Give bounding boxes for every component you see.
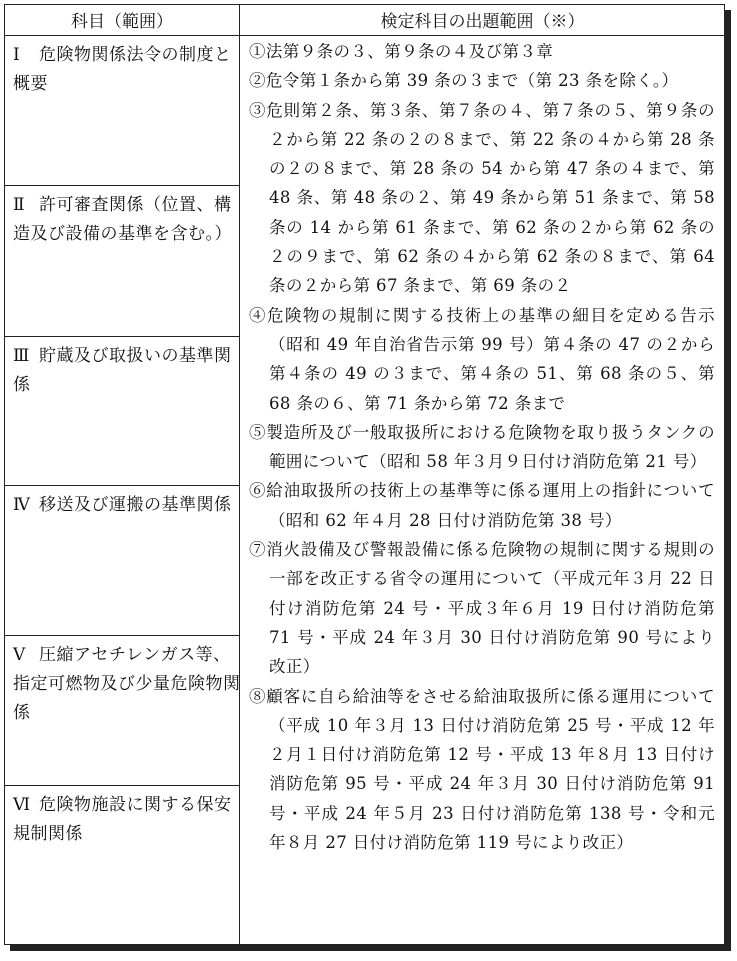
- subject-text: 貯蔵及び取扱いの基準関係: [13, 346, 232, 395]
- subject-number: Ⅵ: [13, 795, 31, 815]
- row-divider: [5, 635, 239, 636]
- subject-cell-6: [13, 791, 241, 849]
- scope-item: ⑤製造所及び一般取扱所における危険物を取り扱うタンクの範囲について（昭和 58 年３月９日付け消防危第 21 号）: [249, 422, 715, 472]
- subject-text: 移送及び運搬の基準関係: [39, 495, 232, 515]
- subject-text: 圧縮アセチレンガス等、指定可燃物及び少量危険物関係: [13, 645, 241, 723]
- scope-list: [249, 37, 715, 857]
- row-divider: [5, 485, 239, 486]
- header-divider: [5, 35, 724, 36]
- subject-cell-3: [13, 342, 241, 400]
- subject-text: 危険物関係法令の制度と概要: [13, 45, 232, 94]
- subject-number: Ⅳ: [13, 495, 31, 515]
- scope-item: ⑦消火設備及び警報設備に係る危険物の規制に関する規則の一部を改正する省令の運用について（平成元年３月 22 日付け消防危第 24 号・平成３年６月 19 日付け消防危第 71 号・平成 24 年３月 30 日付け消防危第 90 号により改正）: [249, 540, 715, 677]
- subject-cell-2: [13, 191, 241, 249]
- subject-text: 許可審査関係（位置、構造及び設備の基準を含む。）: [13, 195, 232, 244]
- subject-number: Ⅰ: [13, 45, 21, 65]
- subject-text: 危険物施設に関する保安規制関係: [13, 795, 232, 844]
- scope-item: ④危険物の規制に関する技術上の基準の細目を定める告示（昭和 49 年自治省告示第 99 号）第４条の 47 の２から第４条の 49 の３まで、第４条の 51、第 68 条の５、第 68 条の６、第 71 条から第 72 条まで: [249, 305, 715, 413]
- subject-number: Ⅱ: [13, 195, 26, 215]
- scope-item: ③危則第２条、第３条、第７条の４、第７条の５、第９条の２から第 22 条の２の８まで、第 22 条の４から第 28 条の２の８まで、第 28 条の 54 から第 47 条の４まで、第 48 条、第 48 条の２、第 49 条から第 51 条まで、第 58 条の 14 から第 61 条まで、第 62 条の２から第 62 条の２の９まで、第 62 条の４から第 62 条の８まで、第 64 条の２から第 67 条まで、第 69 条の２: [249, 100, 715, 296]
- row-divider: [5, 185, 239, 186]
- row-divider: [5, 785, 239, 786]
- subject-number: Ⅲ: [13, 346, 30, 366]
- scope-table: [4, 4, 725, 945]
- subject-cell-5: [13, 641, 241, 728]
- header-scope: 検定科目の出題範囲（※）: [380, 12, 585, 32]
- scope-item: ⑧顧客に自ら給油等をさせる給油取扱所に係る運用について（平成 10 年３月 13 日付け消防危第 25 号・平成 12 年２月１日付け消防危第 12 号・平成 13 年８月 13 日付け消防危第 95 号・平成 24 年３月 30 日付け消防危第 91 号・平成 24 年５月 23 日付け消防危第 138 号・令和元年８月 27 日付け消防危第 119 号により改正）: [249, 686, 715, 853]
- subject-number: Ⅴ: [13, 645, 26, 665]
- subject-cell-4: [13, 491, 241, 520]
- scope-item: ②危令第１条から第 39 条の３まで（第 23 条を除く。）: [249, 71, 679, 91]
- subject-cell-1: [13, 41, 241, 99]
- row-divider: [5, 336, 239, 337]
- scope-item: ①法第９条の３、第９条の４及び第３章: [249, 42, 554, 61]
- scope-item: ⑥給油取扱所の技術上の基準等に係る運用上の指針について（昭和 62 年４月 28 日付け消防危第 38 号）: [249, 481, 715, 530]
- header-subject: 科目（範囲）: [71, 12, 173, 32]
